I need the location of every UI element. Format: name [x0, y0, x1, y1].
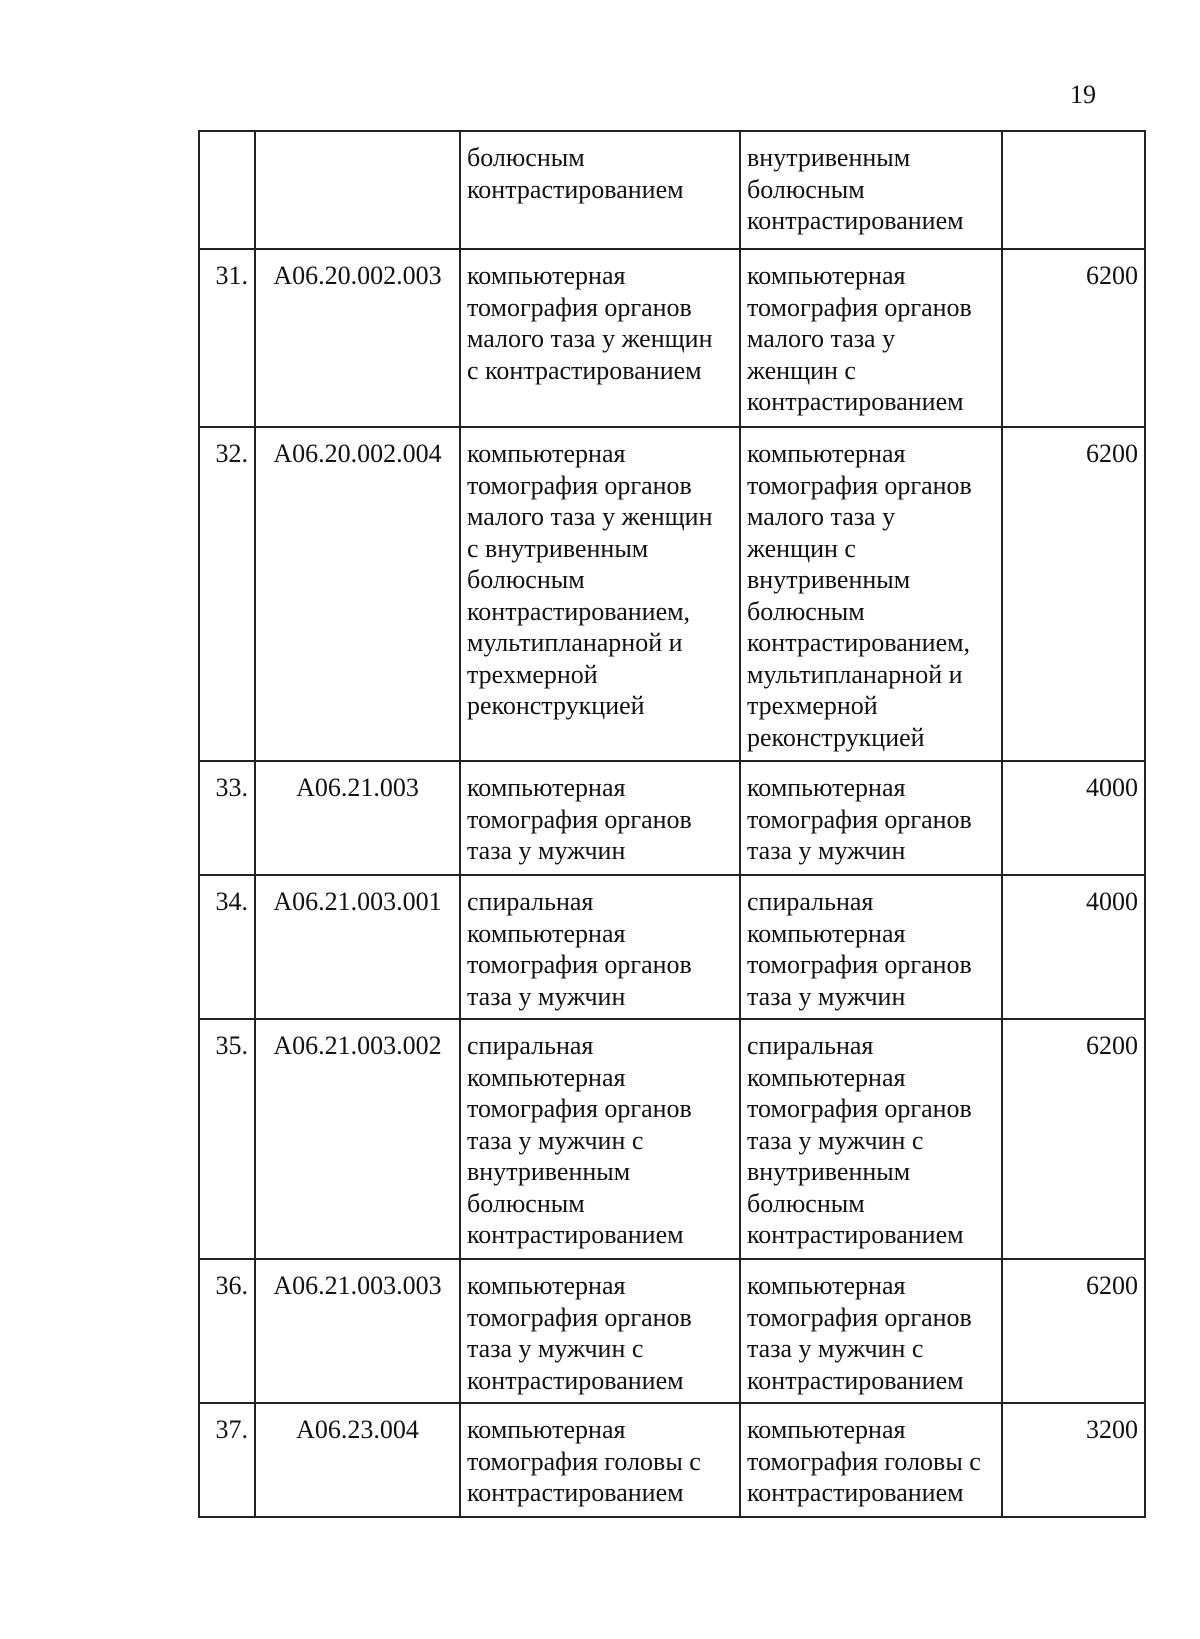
- table-row: [199, 249, 1145, 427]
- service-name-alt-line: томография органов: [747, 950, 972, 979]
- service-name-alt-line: болюсным: [747, 174, 865, 204]
- service-name: [460, 875, 740, 1019]
- service-name-line: томография органов: [467, 470, 692, 500]
- service-name-alt-line: компьютерная: [747, 1415, 906, 1444]
- services-table: [198, 130, 1146, 1518]
- service-name-alt-line: женщин с: [747, 533, 856, 563]
- service-name-line: болюсным: [467, 565, 585, 594]
- table-row: [199, 875, 1145, 1019]
- service-name-alt-line: контрастированием: [747, 206, 964, 235]
- service-name-alt-line: женщин с: [747, 355, 856, 385]
- service-name: [460, 427, 740, 761]
- service-name-line: контрастированием,: [467, 596, 691, 626]
- service-name-line: спиральная: [467, 887, 594, 916]
- service-name-alt-line: внутривенным: [747, 143, 911, 172]
- service-name-line: болюсным: [467, 143, 585, 172]
- row-number: 34.: [199, 875, 255, 1019]
- service-code: A06.21.003.003: [255, 1259, 460, 1403]
- service-name-alt-line: контрастированием: [747, 1220, 964, 1249]
- service-name-alt-line: внутривенным: [747, 1157, 911, 1186]
- service-price: 4000: [1002, 875, 1145, 1019]
- service-name-line: компьютерная: [467, 261, 626, 290]
- service-name-alt-line: контрастированием: [747, 1478, 964, 1507]
- service-price: [1002, 131, 1145, 249]
- service-name-alt-line: таза у мужчин: [747, 836, 906, 865]
- service-name-alt-line: компьютерная: [747, 439, 906, 468]
- service-name-alt-line: контрастированием,: [747, 628, 971, 657]
- service-name-alt-line: компьютерная: [747, 1062, 906, 1092]
- service-price: 4000: [1002, 761, 1145, 875]
- service-price: 6200: [1002, 427, 1145, 761]
- service-code: [255, 131, 460, 249]
- service-name-alt-line: внутривенным: [747, 565, 911, 594]
- row-number: 35.: [199, 1019, 255, 1259]
- row-number: 33.: [199, 761, 255, 875]
- service-name-alt-line: трехмерной: [747, 691, 878, 720]
- service-name-line: спиральная: [467, 1031, 594, 1060]
- service-name-alt-line: контрастированием: [747, 387, 964, 416]
- service-name: [460, 1019, 740, 1259]
- service-name-alt-line: компьютерная: [747, 918, 906, 948]
- service-price: 6200: [1002, 249, 1145, 427]
- service-name-alt-line: малого таза у: [747, 502, 896, 531]
- service-name-alt-line: мультипланарной и: [747, 659, 963, 689]
- service-name-alt-line: томография органов: [747, 1094, 972, 1123]
- service-name-line: компьютерная: [467, 1415, 626, 1444]
- service-name-alt: [740, 131, 1002, 249]
- service-name-alt: [740, 427, 1002, 761]
- table-row: [199, 427, 1145, 761]
- service-code: A06.21.003.002: [255, 1019, 460, 1259]
- service-price: 6200: [1002, 1259, 1145, 1403]
- service-name-alt-line: малого таза у: [747, 324, 896, 353]
- service-name-line: контрастированием: [467, 174, 684, 204]
- table-row: [199, 1259, 1145, 1403]
- service-name-line: контрастированием: [467, 1220, 684, 1249]
- service-name-alt-line: спиральная: [747, 887, 874, 916]
- service-code: A06.21.003: [255, 761, 460, 875]
- row-number: 32.: [199, 427, 255, 761]
- service-name-line: компьютерная: [467, 439, 626, 468]
- service-name-alt-line: таза у мужчин с: [747, 1334, 924, 1363]
- service-name: [460, 131, 740, 249]
- service-name-alt-line: томография головы с: [747, 1446, 981, 1476]
- service-name-alt-line: таза у мужчин с: [747, 1125, 924, 1155]
- service-price: 6200: [1002, 1019, 1145, 1259]
- service-name-line: трехмерной: [467, 659, 598, 689]
- table-row: [199, 1403, 1145, 1517]
- service-name-alt-line: компьютерная: [747, 261, 906, 290]
- service-name-alt: [740, 1403, 1002, 1517]
- service-name-alt: [740, 875, 1002, 1019]
- service-name-line: мультипланарной и: [467, 628, 683, 657]
- service-name-line: таза у мужчин с: [467, 1125, 644, 1155]
- service-name-alt-line: реконструкцией: [747, 722, 925, 752]
- service-name-alt: [740, 1259, 1002, 1403]
- service-name-line: компьютерная: [467, 918, 626, 948]
- service-name-line: таза у мужчин: [467, 981, 626, 1011]
- service-name-line: томография органов: [467, 292, 692, 322]
- service-name-line: томография головы с: [467, 1446, 701, 1476]
- row-number: 36.: [199, 1259, 255, 1403]
- service-price: 3200: [1002, 1403, 1145, 1517]
- table-row: [199, 1019, 1145, 1259]
- service-name-line: малого таза у женщин: [467, 502, 713, 531]
- service-name-line: томография органов: [467, 950, 692, 979]
- service-name-line: с внутривенным: [467, 533, 649, 563]
- service-name-line: томография органов: [467, 1094, 692, 1123]
- service-name-line: компьютерная: [467, 773, 626, 802]
- service-name-line: компьютерная: [467, 1062, 626, 1092]
- service-code: A06.20.002.003: [255, 249, 460, 427]
- service-name-line: томография органов: [467, 804, 692, 834]
- service-name-alt-line: спиральная: [747, 1031, 874, 1060]
- service-name-line: реконструкцией: [467, 691, 645, 720]
- service-name-line: контрастированием: [467, 1478, 684, 1507]
- service-name-alt-line: томография органов: [747, 1302, 972, 1332]
- service-name: [460, 249, 740, 427]
- service-name-line: томография органов: [467, 1302, 692, 1332]
- service-code: A06.23.004: [255, 1403, 460, 1517]
- service-name-alt: [740, 1019, 1002, 1259]
- service-name-line: с контрастированием: [467, 355, 702, 385]
- service-code: A06.20.002.004: [255, 427, 460, 761]
- service-name-line: внутривенным: [467, 1157, 631, 1186]
- service-name-alt-line: томография органов: [747, 470, 972, 500]
- service-name: [460, 1403, 740, 1517]
- service-name-line: малого таза у женщин: [467, 324, 713, 353]
- service-name-line: таза у мужчин с: [467, 1334, 644, 1363]
- table-row: [199, 761, 1145, 875]
- table-row: [199, 131, 1145, 249]
- row-number: [199, 131, 255, 249]
- service-name-alt-line: томография органов: [747, 804, 972, 834]
- service-name-line: таза у мужчин: [467, 836, 626, 865]
- service-name: [460, 761, 740, 875]
- service-name: [460, 1259, 740, 1403]
- table-body: [199, 131, 1145, 1517]
- service-name-line: контрастированием: [467, 1365, 684, 1395]
- service-code: A06.21.003.001: [255, 875, 460, 1019]
- service-name-alt-line: контрастированием: [747, 1365, 964, 1395]
- service-name-alt: [740, 249, 1002, 427]
- service-name-alt-line: болюсным: [747, 1188, 865, 1218]
- service-name-alt-line: болюсным: [747, 596, 865, 626]
- row-number: 37.: [199, 1403, 255, 1517]
- service-name-alt-line: томография органов: [747, 292, 972, 322]
- page-number: 19: [1070, 80, 1096, 109]
- service-name-alt: [740, 761, 1002, 875]
- service-name-alt-line: компьютерная: [747, 1271, 906, 1300]
- service-name-alt-line: компьютерная: [747, 773, 906, 802]
- row-number: 31.: [199, 249, 255, 427]
- service-name-line: компьютерная: [467, 1271, 626, 1300]
- service-name-alt-line: таза у мужчин: [747, 981, 906, 1011]
- service-name-line: болюсным: [467, 1188, 585, 1218]
